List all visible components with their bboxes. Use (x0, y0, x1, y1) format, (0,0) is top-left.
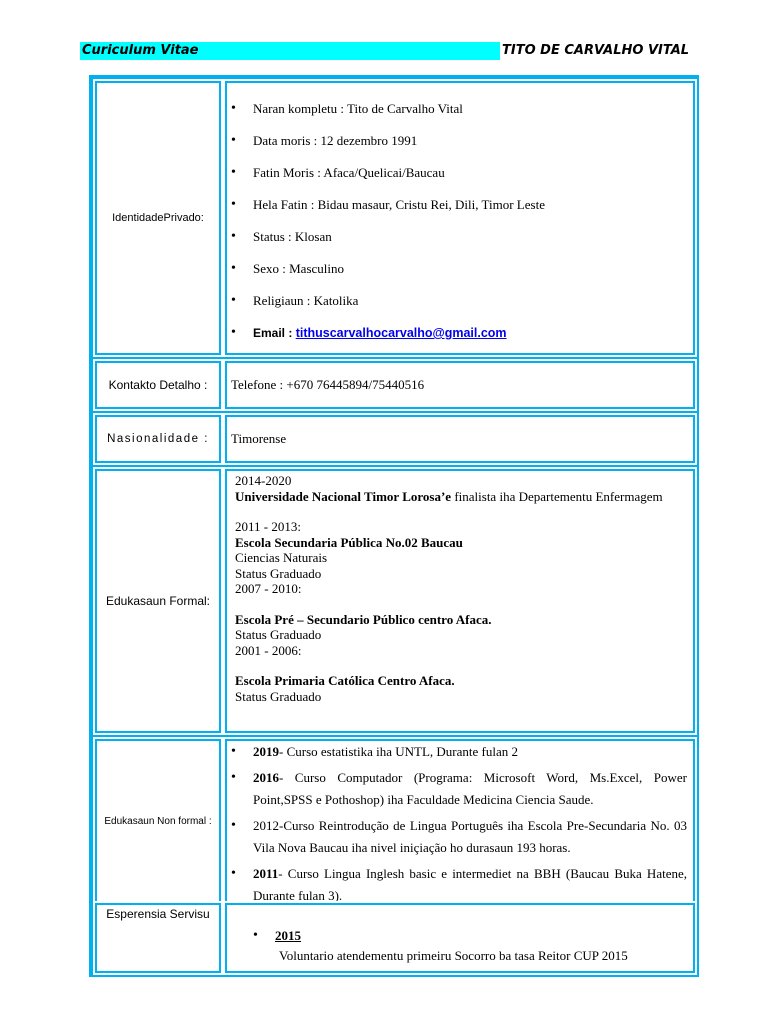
edu-years: 2007 - 2010: (235, 581, 302, 596)
kontakto-label (95, 361, 221, 409)
nasionalidade-label (95, 415, 221, 463)
edu-years: 2011 - 2013: (235, 519, 301, 534)
list-item: • Religiaun : Katolika (227, 293, 693, 309)
cv-owner-name: TITO DE CARVALHO VITAL (502, 43, 690, 58)
nasionalidade-value: Timorense (225, 415, 695, 463)
list-item (227, 815, 693, 859)
list-item (227, 741, 693, 763)
identidade-list (227, 101, 693, 341)
course-text: 2012-Curso Reintrodução de Lingua Português iha Escola Pre-Secundaria No. 03 Vila Nova Baucau iha nivel iniçiação ho durasaun 193 horas. (253, 818, 687, 855)
page-header (80, 42, 700, 60)
list-item: • Hela Fatin : Bidau masaur, Cristu Rei, Dili, Timor Leste (227, 197, 693, 213)
email-label: Email : (253, 326, 296, 340)
course-year: 2011 (253, 866, 279, 881)
esperensia-content (225, 903, 695, 973)
list-item: • Sexo : Masculino (227, 261, 693, 277)
course-text: - Curso Computador (Programa: Microsoft Word, Ms.Excel, Power Point,SPSS e Pothoshop) iha Faculdade Medicina Ciencia Saude. (253, 770, 687, 807)
identidade-label-text: IdentidadePrivado: (112, 212, 204, 224)
identidade-label (95, 81, 221, 355)
list-item (227, 863, 693, 907)
edukasaun-non-formal-label-text: Edukasaun Non formal : (104, 815, 212, 827)
esperensia-label (95, 903, 221, 973)
course-text: - Curso Lingua Inglesh basic e intermediet na BBH (Baucau Buka Hatene, Durante fulan 3). (253, 866, 687, 903)
edu-school: Universidade Nacional Timor Lorosa’e (235, 488, 452, 504)
nasionalidade-label-text: Nasionalidade : (107, 433, 209, 445)
kontakto-value: Telefone : +670 76445894/75440516 (225, 361, 695, 409)
kontakto-label-text: Kontakto Detalho : (108, 378, 208, 392)
edukasaun-formal-content (225, 469, 695, 733)
bullet-icon: • (253, 928, 258, 943)
edu-detail: Status Graduado (235, 627, 322, 642)
course-year: 2019 (253, 744, 279, 759)
list-item: • Data moris : 12 dezembro 1991 (227, 133, 693, 149)
edu-years: 2014-2020 (235, 473, 292, 488)
esperensia-label-text: Esperensia Servisu (106, 907, 210, 921)
email-link[interactable]: tithuscarvalhocarvalho@gmail.com (295, 326, 507, 340)
edu-school: Escola Primaria Católica Centro Afaca. (235, 673, 455, 688)
edukasaun-formal-label (95, 469, 221, 733)
email-item (227, 325, 693, 341)
esperensia-text: Voluntario atendementu primeiru Socorro ba tasa Reitor CUP 2015 (279, 948, 628, 963)
list-item: • Fatin Moris : Afaca/Quelicai/Baucau (227, 165, 693, 181)
edukasaun-non-formal-content (225, 739, 695, 903)
identidade-content (225, 81, 695, 355)
edu-detail: Status Graduado (235, 565, 322, 581)
esperensia-entry (227, 927, 693, 945)
course-text: - Curso estatistika iha UNTL, Durante fulan 2 (279, 744, 518, 759)
list-item (227, 767, 693, 811)
edu-detail: Ciencias Naturais (235, 550, 328, 565)
edu-school: Escola Secundaria Pública No.02 Baucau (235, 534, 463, 550)
non-formal-list (227, 741, 693, 907)
edu-entry (235, 489, 693, 505)
edukasaun-formal-label-text: Edukasaun Formal: (105, 594, 211, 608)
edukasaun-non-formal-label (95, 739, 221, 903)
cv-title: Curiculum Vitae (80, 42, 500, 60)
edu-detail: Status Graduado (235, 688, 322, 704)
edu-years: 2001 - 2006: (235, 642, 302, 658)
edu-school: Escola Pré – Secundario Público centro Afaca. (235, 611, 492, 627)
list-item: • Status : Klosan (227, 229, 693, 245)
edu-detail: finalista iha Departementu Enfermagem (451, 488, 663, 504)
list-item: • Naran kompletu : Tito de Carvalho Vital (227, 101, 693, 117)
course-year: 2016 (253, 770, 279, 785)
cv-table (89, 75, 699, 977)
esperensia-year: 2015 (275, 928, 301, 943)
